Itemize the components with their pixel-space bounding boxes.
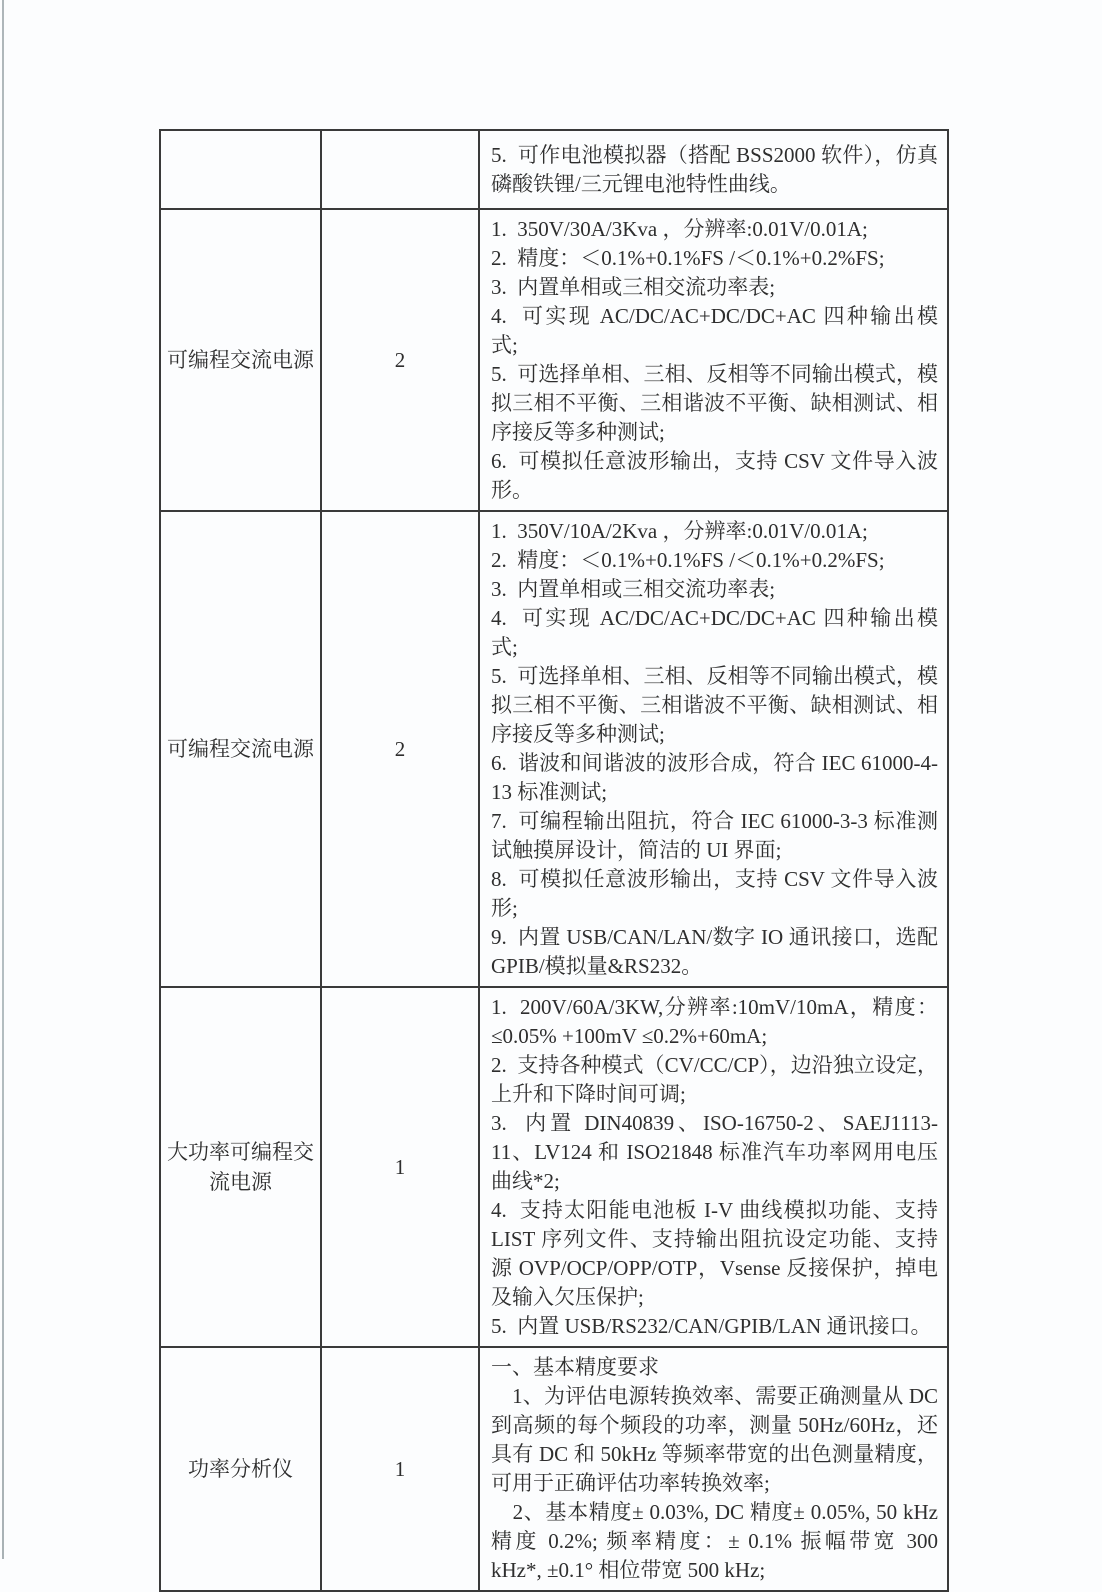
spec-line: 8. 可模拟任意波形输出，支持 CSV 文件导入波形;: [491, 867, 938, 920]
equipment-name-cell: [160, 130, 321, 209]
spec-line: 2、基本精度± 0.03%, DC 精度± 0.05%, 50 kHz 精度 0.2%; 频率精度：± 0.1% 振幅带宽 300 kHz*, ±0.1° 相位带宽 500 kHz;: [491, 1500, 944, 1582]
quantity-cell: 2: [321, 209, 479, 511]
spec-line: 4. 可实现 AC/DC/AC+DC/DC+AC 四种输出模式;: [491, 304, 938, 357]
quantity-cell: [321, 130, 479, 209]
quantity-cell: 1: [321, 1347, 479, 1591]
spec-line: 3. 内置单相或三相交流功率表;: [491, 577, 776, 601]
spec-line: 3. 内置单相或三相交流功率表;: [491, 275, 776, 299]
equipment-name-cell: 可编程交流电源: [160, 511, 321, 987]
table-row: [160, 130, 948, 209]
spec-line: 7. 可编程输出阻抗，符合 IEC 61000-3-3 标准测试触摸屏设计，简洁的 UI 界面;: [491, 809, 938, 862]
table-row: [160, 1347, 948, 1591]
spec-line: 6. 谐波和间谐波的波形合成，符合 IEC 61000-4-13 标准测试;: [491, 751, 938, 804]
spec-cell: [479, 209, 948, 511]
spec-line: 2. 精度：＜0.1%+0.1%FS /＜0.1%+0.2%FS;: [491, 246, 885, 270]
spec-line: 1. 200V/60A/3KW,分辨率:10mV/10mA，精度：≤0.05% +100mV ≤0.2%+60mA;: [491, 995, 938, 1048]
spec-cell: [479, 130, 948, 209]
spec-line: 2. 支持各种模式（CV/CC/CP），边沿独立设定，上升和下降时间可调;: [491, 1053, 938, 1106]
spec-cell: [479, 1347, 948, 1591]
spec-line: 4. 可实现 AC/DC/AC+DC/DC+AC 四种输出模式;: [491, 606, 938, 659]
spec-line: 一、基本精度要求: [491, 1355, 659, 1379]
spec-line: 2. 精度：＜0.1%+0.1%FS /＜0.1%+0.2%FS;: [491, 548, 885, 572]
equipment-spec-table: [159, 129, 949, 1592]
spec-line: 1. 350V/30A/3Kva ，分辨率:0.01V/0.01A;: [491, 217, 868, 241]
quantity-cell: 2: [321, 511, 479, 987]
quantity-cell: 1: [321, 987, 479, 1347]
table-row: [160, 511, 948, 987]
spec-line: 5. 可作电池模拟器（搭配 BSS2000 软件），仿真磷酸铁锂/三元锂电池特性曲线。: [491, 142, 938, 196]
spec-line: 4. 支持太阳能电池板 I-V 曲线模拟功能、支持 LIST 序列文件、支持输出阻抗设定功能、支持源 OVP/OCP/OPP/OTP，Vsense 反接保护，掉电及输入欠压保护;: [491, 1198, 944, 1309]
equipment-name-cell: 功率分析仪: [160, 1347, 321, 1591]
spec-cell: [479, 987, 948, 1347]
spec-line: 5. 可选择单相、三相、反相等不同输出模式，模拟三相不平衡、三相谐波不平衡、缺相测试、相序接反等多种测试;: [491, 362, 938, 444]
spec-line: 3. 内置 DIN40839、ISO-16750-2、SAEJ1113-11、LV124 和 ISO21848 标准汽车功率网用电压曲线*2;: [491, 1111, 938, 1193]
spec-line: 6. 可模拟任意波形输出，支持 CSV 文件导入波形。: [491, 449, 938, 502]
spec-cell: [479, 511, 948, 987]
table-row: [160, 209, 948, 511]
equipment-name-cell: 大功率可编程交流电源: [160, 987, 321, 1347]
spec-line: 9. 内置 USB/CAN/LAN/数字 IO 通讯接口，选配 GPIB/模拟量&RS232。: [491, 925, 944, 978]
equipment-name-cell: 可编程交流电源: [160, 209, 321, 511]
scan-edge-artifact: [2, 0, 4, 1559]
table-row: [160, 987, 948, 1347]
spec-line: 1、为评估电源转换效率、需要正确测量从 DC 到高频的每个频段的功率，测量 50Hz/60Hz，还具有 DC 和 50kHz 等频率带宽的出色测量精度，可用于正确评估功率转换效率;: [491, 1384, 944, 1495]
spec-line: 1. 350V/10A/2Kva ，分辨率:0.01V/0.01A;: [491, 519, 868, 543]
spec-line: 5. 可选择单相、三相、反相等不同输出模式，模拟三相不平衡、三相谐波不平衡、缺相测试、相序接反等多种测试;: [491, 664, 938, 746]
spec-line: 5. 内置 USB/RS232/CAN/GPIB/LAN 通讯接口。: [491, 1314, 932, 1338]
